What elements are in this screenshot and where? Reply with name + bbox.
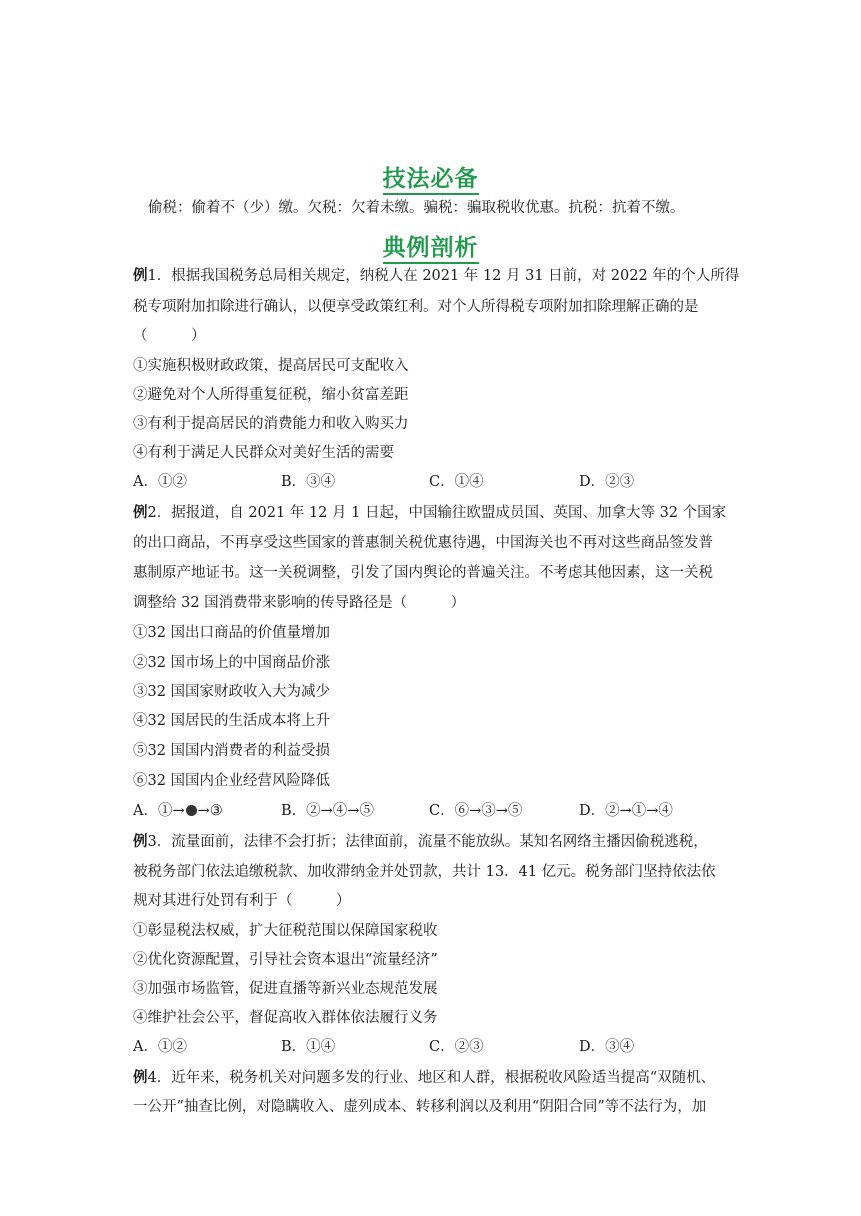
question-1-line-2: 税专项附加扣除进行确认，以便享受政策红利。对个人所得税专项附加扣除理解正确的是	[133, 299, 699, 315]
question-3-item-4: ④维护社会公平，督促高收入群体依法履行义务	[133, 1010, 438, 1026]
question-2-option-c: C．⑥→③→⑤	[429, 803, 523, 819]
filled-circle-icon	[186, 805, 197, 816]
question-2-item-1: ①32 国出口商品的价值量增加	[133, 625, 331, 641]
question-3-option-a: A．①②	[133, 1039, 187, 1055]
section-title-examples: 典例剖析	[0, 229, 861, 262]
question-1-option-b: B．③④	[281, 474, 336, 490]
question-3-option-b: B．①④	[281, 1039, 336, 1055]
question-1-option-a: A．①②	[133, 474, 187, 490]
question-3-line-3: 规对其进行处罚有利于（ ）	[133, 893, 351, 909]
question-3-option-d: D．③④	[579, 1039, 635, 1055]
question-1-item-3: ③有利于提高居民的消费能力和收入购买力	[133, 416, 409, 432]
question-2-item-4: ④32 国居民的生活成本将上升	[133, 713, 331, 729]
question-3-option-c: C．②③	[429, 1039, 484, 1055]
question-1-option-c: C．①④	[429, 474, 484, 490]
question-4-line-1: 例4．近年来，税务机关对问题多发的行业、地区和人群，根据税收风险适当提高“双随机、	[133, 1070, 716, 1086]
question-2-option-b: B．②→④→⑤	[281, 803, 374, 819]
question-2-item-5: ⑤32 国国内消费者的利益受损	[133, 743, 331, 759]
question-2-line-3: 惠制原产地证书。这一关税调整，引发了国内舆论的普遍关注。不考虑其他因素，这一关税	[133, 565, 713, 581]
question-1-line-3: （ ）	[133, 328, 206, 344]
question-3-item-2: ②优化资源配置，引导社会资本退出“流量经济”	[133, 952, 438, 968]
question-2-line-2: 的出口商品，不再享受这些国家的普惠制关税优惠待遇，中国海关也不再对这些商品签发普	[133, 535, 713, 551]
question-3-line-1: 例3．流量面前，法律不会打折；法律面前，流量不能放纵。某知名网络主播因偷税逃税，	[133, 834, 708, 850]
question-1-item-4: ④有利于满足人民群众对美好生活的需要	[133, 445, 394, 461]
question-1-option-d: D．②③	[579, 474, 635, 490]
question-3-item-3: ③加强市场监管，促进直播等新兴业态规范发展	[133, 981, 438, 997]
section-title-techniques: 技法必备	[0, 160, 861, 193]
question-2-item-6: ⑥32 国国内企业经营风险降低	[133, 773, 331, 789]
question-2-line-4: 调整给 32 国消费带来影响的传导路径是（ ）	[133, 595, 466, 611]
question-3-item-1: ①彰显税法权威，扩大征税范围以保障国家税收	[133, 923, 438, 939]
question-2-option-d: D．②→①→④	[579, 803, 673, 819]
question-3-line-2: 被税务部门依法追缴税款、加收滞纳金并处罚款，共计 13．41 亿元。税务部门坚持依法依	[133, 864, 716, 880]
intro-text: 偷税：偷着不（少）缴。欠税：欠着未缴。骗税：骗取税收优惠。抗税：抗着不缴。	[148, 200, 685, 216]
question-2-line-1: 例2．据报道，自 2021 年 12 月 1 日起，中国输往欧盟成员国、英国、加拿大等 32 个国家	[133, 505, 727, 521]
question-1-item-1: ①实施积极财政政策，提高居民可支配收入	[133, 358, 409, 374]
question-2-option-a: A．①→ →③	[133, 803, 223, 819]
question-2-item-2: ②32 国市场上的中国商品价涨	[133, 655, 331, 671]
question-1-line-1: 例1．根据我国税务总局相关规定，纳税人在 2021 年 12 月 31 日前，对 2022 年的个人所得	[133, 268, 740, 284]
question-2-item-3: ③32 国国家财政收入大为减少	[133, 684, 331, 700]
question-1-item-2: ②避免对个人所得重复征税，缩小贫富差距	[133, 387, 409, 403]
question-4-line-2: 一公开”抽查比例，对隐瞒收入、虚列成本、转移利润以及利用“阴阳合同”等不法行为，加	[133, 1099, 707, 1115]
